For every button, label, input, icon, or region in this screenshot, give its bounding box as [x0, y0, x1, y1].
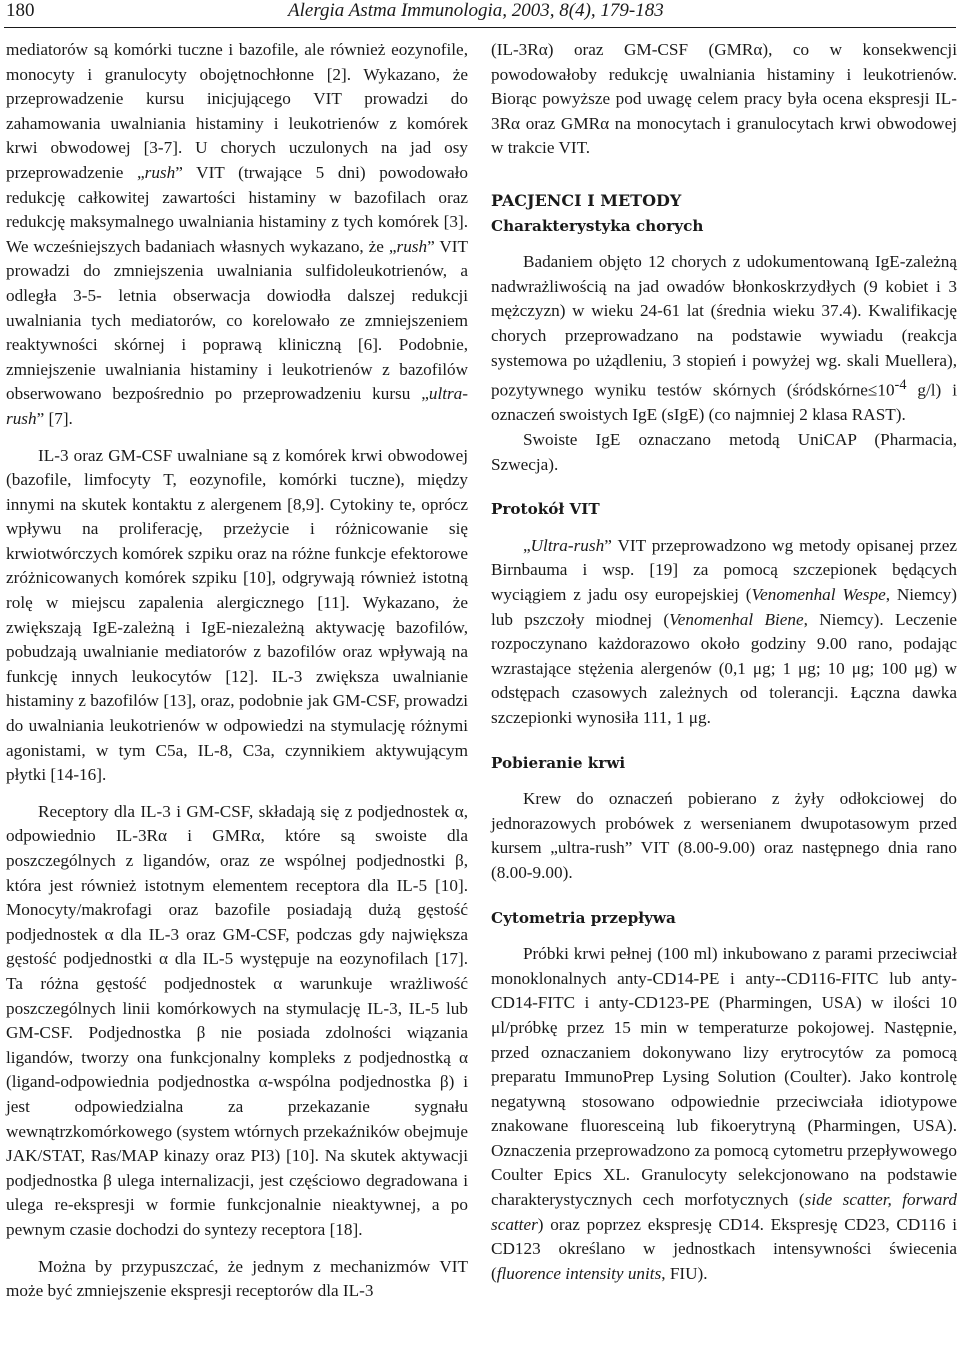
left-column — [6, 38, 468, 1304]
page-number: 180 — [6, 0, 35, 21]
paragraph-mechanism: Można by przypuszczać, że jednym z mechanizmów VIT może być zmniejszenie ekspresji receptorów dla IL-3 — [6, 1256, 468, 1301]
paragraph-patients: Badaniem objęto 12 chorych z udokumentowaną IgE-zależną nadwrażliwością na jad owadów błonkoskrzydłych (9 kobiet i 3 mężczyzn) w wieku 24-61 lat (średnia wieku 37.4). Kwalifikację chorych przeprowadzano na podstawie wywiadu (reakcja systemowa po użądleniu, 3 stopień i powyżej wg. skali Muellera), pozytywnego wyniku testów skórnych ($śródskórne\le 10^{-4}$ g/l) i oznaczeń swoistych IgE (sIgE) (co najmniej 2 klasa RAST). — [491, 252, 957, 425]
paragraph-blood: Krew do oznaczeń pobierano z żyły odłokciowej do jednorazowych probówek z wersenianem dwupotasowym przed kursem „ultra-rush” VIT (8.00-9.00) oraz następnego dnia rano (8.00-9.00). — [491, 789, 957, 882]
running-head: Alergia Astma Immunologia, 2003, 8(4), 179-183 — [288, 0, 664, 21]
header-rule — [4, 27, 956, 28]
right-column — [491, 38, 957, 1286]
subsection-title-patients: Charakterystyka chorych — [491, 216, 704, 235]
subsection-title-blood: Pobieranie krwi — [491, 753, 626, 772]
paragraph-protocol: „Ultra-rush” VIT przeprowadzono wg metody opisanej przez Birnbauma i wsp. [19] za pomocą szczepionek będących wyciągiem z jadu osy europejskiej (Venomenhal Wespe, Niemcy) lub pszczoły miodnej (Venomenhal Biene, Niemcy). Leczenie rozpoczynano każdorazowo około godziny 9.00 rano, podając wzrastające stężenia alergenów (0,1 μg; 1 μg; 10 μg; 100 μg) w odstępach czasowych zależnych od tolerancji. Łączna dawka szczepionki wynosiła 111, 1 μg. — [491, 535, 957, 727]
paragraph-aim: (IL-3Rα) oraz GM-CSF (GMRα), co w konsekwencji powodowałoby redukcję uwalniania histaminy i leukotrienów. Biorąc powyższe pod uwagę celem pracy była ocena ekspresji IL-3Rα oraz GMRα na monocytach i granulocytach krwi obwodowej w trakcie VIT. — [491, 40, 957, 158]
section-title-methods: PACJENCI I METODY — [491, 190, 682, 210]
subsection-title-protocol: Protokół VIT — [491, 500, 600, 519]
paragraph-sige: Swoiste IgE oznaczano metodą UniCAP (Pharmacia, Szwecja). — [491, 430, 957, 474]
paragraph-cytometry: Próbki krwi pełnej (100 ml) inkubowano z parami przeciwciał monoklonalnych anty-CD14-PE i anty--CD116-FITC lub anty-CD14-FITC i anty-CD123-PE (Pharmingen, USA) w ilości 10 μl/próbkę przez 15 min w temperaturze pokojowej. Następnie, przed oznaczaniem dokonywano lizy erytrocytów za pomocą preparatu ImmunoPrep Lysing Solution (Coulter). Jako kontrolę negatywną stosowano odpowiednie przeciwciała idiotypowe znakowane fluoresceiną lub fikoerytryną (Pharmingen, USA). Oznaczenia przeprowadzono za pomocą cytometru przepływowego Coulter Epics XL. Granulocyty selekcjonowano na podstawie charakterystycznych cech morfotycznych (side scatter, forward scatter) oraz poprzez ekspresję CD14. Ekspresję CD23, CD116 i CD123 określano w jednostkach intensywności świecenia (fluorence intensity units, FIU). — [491, 944, 957, 1283]
paragraph-mediators: mediatorów są komórki tuczne i bazofile, ale również eozynofile, monocyty i granulocyty obojętnochłonne [2]. Wykazano, że przeprowadzenie kursu inicjującego VIT prowadzi do zahamowania uwalniania histaminy i leukotrienów z komórek krwi obwodowej [3-7]. U chorych uczulonych na jad osy przeprowadzenie „rush” VIT (trwające 5 dni) powodowało redukcję całkowitej zawartości histaminy w bazofilach oraz redukcję maksymalnego uwalniania histaminy z tych komórek [3]. We wcześniejszych badaniach własnych wykazano, że „rush” VIT prowadzi do zmniejszenia uwalniania sulfidoleukotrienów, a odległa 3-5- letnia obserwacja dowiodła dalszej redukcji uwalniania tych mediatorów, co korelowało ze zmniejszeniem reaktywności skórnej i poprawą kliniczną [6]. Podobnie, zmniejszenie uwalniania histaminy i leukotrienów z bazofilów obserwowano bezpośrednio po przeprowadzeniu kursu „ultra-rush” [7]. — [6, 40, 468, 428]
paragraph-il3-gmcsf: IL-3 oraz GM-CSF uwalniane są z komórek krwi obwodowej (bazofile, limfocyty T, eozynofile, komórki tuczne), między innymi na skutek kontaktu z alergenem [8,9]. Cytokiny te, oprócz wpływu na proliferację, przeżycie i różnicowanie się krwiotwórczych komórek szpiku oraz na różne funkcje efektorowe zróżnicowanych komórek szpiku [10], odgrywają również istotną rolę w miejscu zapalenia alergicznego [11]. Wykazano, że zwiększają IgE-zależną i IgE-niezależną aktywację bazofilów, pobudzają uwalnianie mediatorów z bazofilów oraz wpływają na funkcję innych leukocytów [12]. IL-3 zwiększa uwalnianie histaminy z bazofilów [13], oraz, podobnie jak GM-CSF, prowadzi do uwalniania leukotrienów w odpowiedzi na stymulację różnymi agonistami, w tym C5a, IL-8, C3a, czynnikiem aktywującym płytki [14-16]. — [6, 445, 468, 785]
paragraph-receptors: Receptory dla IL-3 i GM-CSF, składają się z podjednostek α, odpowiednio IL-3Rα i GMRα, które są swoiste dla poszczególnych z ligandów, oraz ze wspólnej podjednostki β, która jest również istotnym elementem receptora dla IL-5 [10]. Monocyty/makrofagi oraz bazofile posiadają dużą gęstość podjednostek α dla IL-3 oraz GM-CSF, podczas gdy największa gęstość podjednostki α dla IL-5 występuje na eozynofilach [17]. Ta różna gęstość podjednostek α warunkuje wrażliwość poszczególnych linii komórkowych na stymulację IL-3, IL-5 lub GM-CSF. Podjednostka β nie posiada zdolności wiązania ligandów, tworzy ona funkcjonalny kompleks z podjednostką α (ligand-odpowiednia podjednostka α-wspólna podjednostka β) i jest odpowiedzialna za przekazanie sygnału wewnątrzkomórkowego (system wtórnych przekaźników obejmuje JAK/STAT, Ras/MAP kinazy oraz PI3) [10]. Na skutek aktywacji podjednostka β ulega internalizacji, jest częściowo degradowana i ulega re-ekspresji w formie funkcjonalnie nieaktywnej, a po pewnym czasie dochodzi do syntezy receptora [18]. — [6, 801, 469, 1239]
subsection-title-cytometry: Cytometria przepływa — [491, 908, 676, 927]
page-header — [0, 0, 960, 28]
